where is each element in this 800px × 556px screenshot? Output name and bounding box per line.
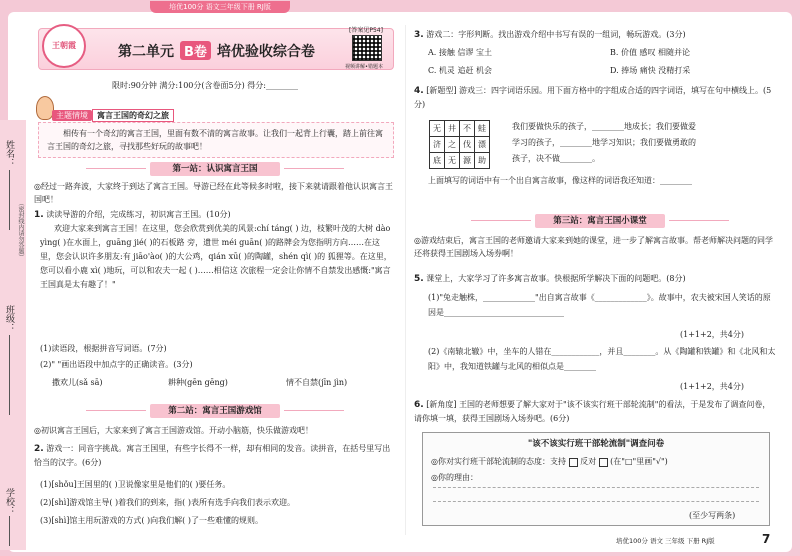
q5-sub1[interactable]: (1)"兔走触株，_____________"出自寓言故事《_____________》。故事中，农夫被宋国人笑话的原因是______________________________ [428, 293, 771, 317]
q5-sub2-score: (1+1+2，共4分) [680, 382, 745, 391]
q1-option-2[interactable]: 耕种(gēn gēng) [168, 378, 228, 387]
qr-code-icon[interactable] [352, 35, 382, 61]
q5-text: 课堂上，大家学习了许多寓言故事。快根据所学解决下面的问题吧。(8分) [426, 274, 686, 283]
question-4 [414, 84, 776, 111]
footer: 培优100分 语文 三年级 下册 RJ版 [616, 537, 715, 545]
q3-number: 3. [414, 30, 424, 40]
class-line [9, 335, 10, 415]
q1-option-1[interactable]: 撒欢儿(sǎ sā) [52, 378, 103, 387]
q3-option-a[interactable]: A. 接触 信谬 宝土 [428, 48, 492, 57]
q1-passage-1[interactable]: 欢迎大家来到寓言王国！在这里，您会欣赏到优美的风景:chí táng( ) [54, 224, 299, 233]
exam-title: 培优验收综合卷 [216, 44, 315, 60]
question-3 [414, 28, 776, 42]
column-divider [405, 25, 406, 535]
grid-cell: 无 [445, 153, 460, 169]
q1-passage [40, 222, 396, 292]
class-label: 班级： [4, 305, 14, 332]
q4-line-1[interactable]: 我们要做快乐的孩子，________地成长；我们要做爱 [512, 122, 696, 131]
q2-text: 游戏一：同音字挑战。寓言王国里，有些字长得不一样，却有相同的发音。读拼音，在括号里写出恰当的汉字。(6分) [34, 444, 391, 467]
answer-reference: [答案见P54] [349, 27, 383, 34]
q2-number: 2. [34, 444, 44, 454]
q1-passage-5: 次旅程一定会让你情不自禁发出感慨:"寓言王国真是太有趣了！" [40, 266, 391, 289]
q5-sub1-score: (1+1+2，共4分) [680, 330, 745, 339]
station3-lead: ◎游戏结束后，寓言王国的老师邀请大家来到她的课堂，进一步了解寓言故事。帮老师解决问题的同学还将获得王国剧场入场券啊！ [414, 236, 773, 258]
volume-tag: B卷 [180, 41, 211, 60]
station1-title: 第一站：认识寓言王国 [150, 162, 280, 176]
top-band: 培优100分 语文三年级下册 RJ版 [150, 1, 290, 13]
side-binding-strip [0, 120, 26, 550]
station2-lead: ◎初识寓言王国后，大家来到了寓言王国游戏馆。开动小脑筋，快乐做游戏吧！ [34, 426, 313, 435]
seal-note: （密封线内请勿答题） [17, 200, 24, 260]
support-checkbox[interactable] [569, 458, 578, 467]
question-6 [414, 398, 776, 425]
oppose-checkbox[interactable] [599, 458, 608, 467]
station3-title: 第三站：寓言王国小课堂 [535, 214, 665, 228]
grid-cell: 济 [430, 137, 445, 153]
q4-tag: [新题型] [426, 86, 457, 95]
qr-label: 视频讲解•错题本 [345, 64, 383, 70]
station1-lead: ◎经过一路奔波，大家终于到达了寓言王国。导游已经在此等候多时啦，接下来就请跟着他认识寓言王国吧！ [34, 182, 393, 204]
q3-option-c[interactable]: C. 机灵 追赶 机会 [428, 66, 493, 75]
grid-cell: 助 [475, 153, 490, 169]
q3-option-d[interactable]: D. 捧场 痛快 没精打采 [610, 66, 691, 75]
survey-reason-label: ◎你的理由： [431, 473, 478, 482]
grid-cell: 伐 [460, 137, 475, 153]
school-line [9, 516, 10, 546]
theme-name: 寓言王国的奇幻之旅 [92, 109, 174, 122]
q1-passage-4[interactable]: 狐狸等。在这里，您可以看小鹿 xì( )地玩，可以和农夫一起 ( )……相信这 [40, 252, 392, 275]
q4-line-3[interactable]: 孩子，决不做________。 [512, 154, 600, 163]
reason-line[interactable] [433, 501, 759, 502]
word-grid [429, 120, 490, 169]
reason-line[interactable] [433, 487, 759, 488]
q1-passage-3[interactable]: 旁，遗世 méi guān( )的路牌会为您指明方向……在这里，您会认识许多朋友:有 jiāo'ào( )的大公鸡，qián xū( )的陶罐，shén qì( )的 [40, 238, 381, 261]
grid-cell: 不 [460, 121, 475, 137]
q6-tag: [新角度] [426, 400, 457, 409]
name-label: 姓名： [4, 140, 14, 167]
survey-attitude [431, 455, 771, 468]
survey-min-note: (至少写两条) [689, 511, 736, 520]
grid-cell: 源 [460, 153, 475, 169]
q4-line-2[interactable]: 学习的孩子，________地学习知识；我们要做勇敢的 [512, 138, 696, 147]
q6-text: 王国的老师想要了解大家对于"该不该实行班干部轮流制"的看法，于是发布了调查问卷，请你填一填，获得王国剧场入场券吧。(6分) [414, 400, 771, 423]
q6-number: 6. [414, 400, 424, 410]
q2-line-3[interactable]: (3)[shì]馆主用玩游戏的方式( )向我们解( )了一些难懂的规则。 [40, 516, 263, 525]
q1-text: 读读导游的介绍，完成练习，初识寓言王国。(10分) [46, 210, 231, 219]
grid-cell: 井 [445, 121, 460, 137]
question-1 [34, 208, 396, 222]
survey-box [422, 432, 770, 526]
q3-option-b[interactable]: B. 价值 感叹 相随并论 [610, 48, 691, 57]
survey-q1: ◎你对实行班干部轮流制的态度：支持 [431, 457, 566, 466]
intro-paragraph: 相传有一个奇幻的寓言王国，里面有数不清的寓言故事。让我们一起背上行囊，踏上前往寓言王国的奇幻之旅，寻找那些好玩的故事吧！ [38, 122, 394, 158]
q1-passage-2[interactable]: 边，枝繁叶茂的大树 dào yìng( )在水面上，guāng jié( )的石板路 [40, 224, 391, 247]
q5-number: 5. [414, 274, 424, 284]
q2-line-2[interactable]: (2)[shì]游戏馆主导( )着我们的到来，指( )表所有选手向我们表示欢迎。 [40, 498, 295, 507]
survey-q1-hint: (在"□"里画"√") [610, 457, 668, 466]
q5-sub2[interactable]: (2)《南辕北辙》中，坐车的人错在____________，并且________。从《陶罐和铁罐》和《北风和太阳》中，我知道铁罐与北风的相似点是________ [428, 347, 776, 371]
grid-cell: 漂 [475, 137, 490, 153]
q1-sub2: (2)" "画出语段中加点字的正确读音。(3分) [40, 360, 193, 369]
question-5 [414, 272, 776, 286]
q1-number: 1. [34, 210, 44, 220]
survey-q1-oppose: 反对 [580, 457, 597, 466]
grid-cell: 蛙 [475, 121, 490, 137]
q1-option-3[interactable]: 情不自禁(jīn jìn) [286, 378, 348, 387]
page-title [118, 41, 315, 61]
q4-text: 游戏三：四字词语乐园。用下面方格中的字组成合适的四字词语，填写在句中横线上。(5分) [414, 86, 772, 109]
unit-title: 第二单元 [118, 44, 174, 60]
page-number: 7 [762, 532, 771, 546]
time-score-line: 限时:90分钟 满分:100分(含卷面5分) 得分:________ [112, 81, 298, 90]
station2-title: 第二站：寓言王国游戏馆 [150, 404, 280, 418]
grid-cell: 之 [445, 137, 460, 153]
school-label: 学校： [4, 488, 14, 515]
q1-sub1: (1)读语段，根据拼音写词语。(7分) [40, 344, 167, 353]
theme-label: 主题情境 [52, 110, 92, 121]
q3-text: 游戏二：字形判断。找出游戏介绍中书写有误的一组词，畅玩游戏。(3分) [426, 30, 686, 39]
grid-cell: 无 [430, 121, 445, 137]
question-2 [34, 442, 396, 469]
name-line [9, 170, 10, 230]
grid-cell: 底 [430, 153, 445, 169]
q4-number: 4. [414, 86, 424, 96]
q2-line-1[interactable]: (1)[shǒu]王国里的( )卫说像家里是他们的( )要任务。 [40, 480, 231, 489]
survey-title: "该不该实行班干部轮流制"调查问卷 [527, 439, 665, 449]
q4-line-4[interactable]: 上面填写的词语中有一个出自寓言故事，像这样的词语我还知道：________ [428, 176, 692, 185]
brand-logo: 王朝霞 [42, 24, 86, 68]
